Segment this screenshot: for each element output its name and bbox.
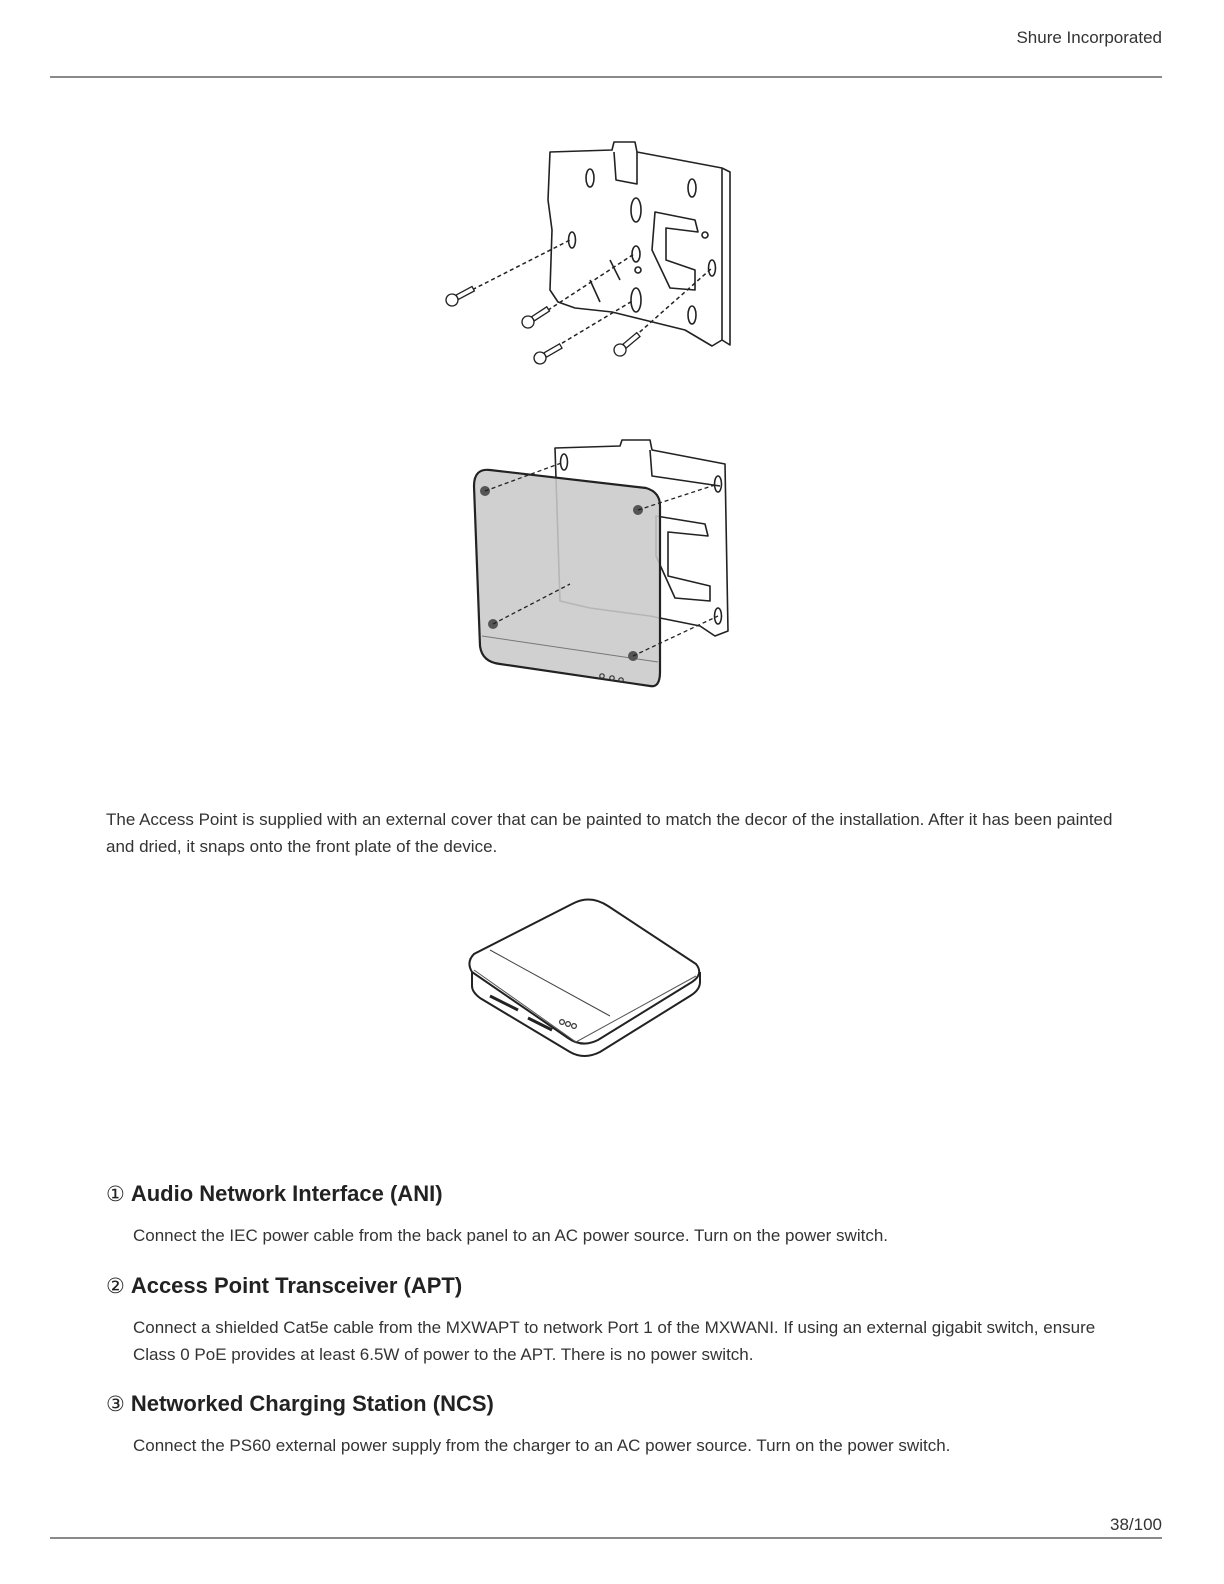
cover-description-paragraph: The Access Point is supplied with an external cover that can be painted to match the decor of the installation. After it has been painted and dried, it snaps onto the front plate of the device. — [106, 810, 1113, 856]
bracket-screws-illustration — [430, 140, 750, 380]
section-title-apt — [106, 1273, 462, 1299]
section-body-apt: Connect a shielded Cat5e cable from the MXWAPT to network Port 1 of the MXWANI. If using an external gigabit switch, ensure Class 0 PoE provides at least 6.5W of power to the APT. There is no power switch. — [133, 1318, 1096, 1364]
section-title-text: Audio Network Interface (ANI) — [130, 1181, 443, 1206]
device-on-bracket-illustration — [460, 436, 750, 696]
footer-divider — [50, 1537, 1162, 1539]
header-divider — [50, 76, 1162, 78]
section-body-ani: Connect the IEC power cable from the back panel to an AC power source. Turn on the power switch. — [133, 1226, 889, 1245]
section-number-2: ② — [106, 1274, 125, 1298]
section-title-text: Access Point Transceiver (APT) — [130, 1273, 463, 1298]
section-title-ani — [106, 1181, 443, 1207]
section-body-ncs: Connect the PS60 external power supply from the charger to an AC power source. Turn on the power switch. — [133, 1436, 951, 1455]
section-number-3: ③ — [106, 1392, 125, 1416]
section-number-1: ① — [106, 1182, 125, 1206]
section-title-ncs — [106, 1391, 494, 1417]
section-title-text: Networked Charging Station (NCS) — [130, 1391, 494, 1416]
page-number: 38/100 — [1110, 1515, 1162, 1534]
header-company-name: Shure Incorporated — [1016, 28, 1162, 47]
device-cover-illustration — [460, 890, 710, 1060]
